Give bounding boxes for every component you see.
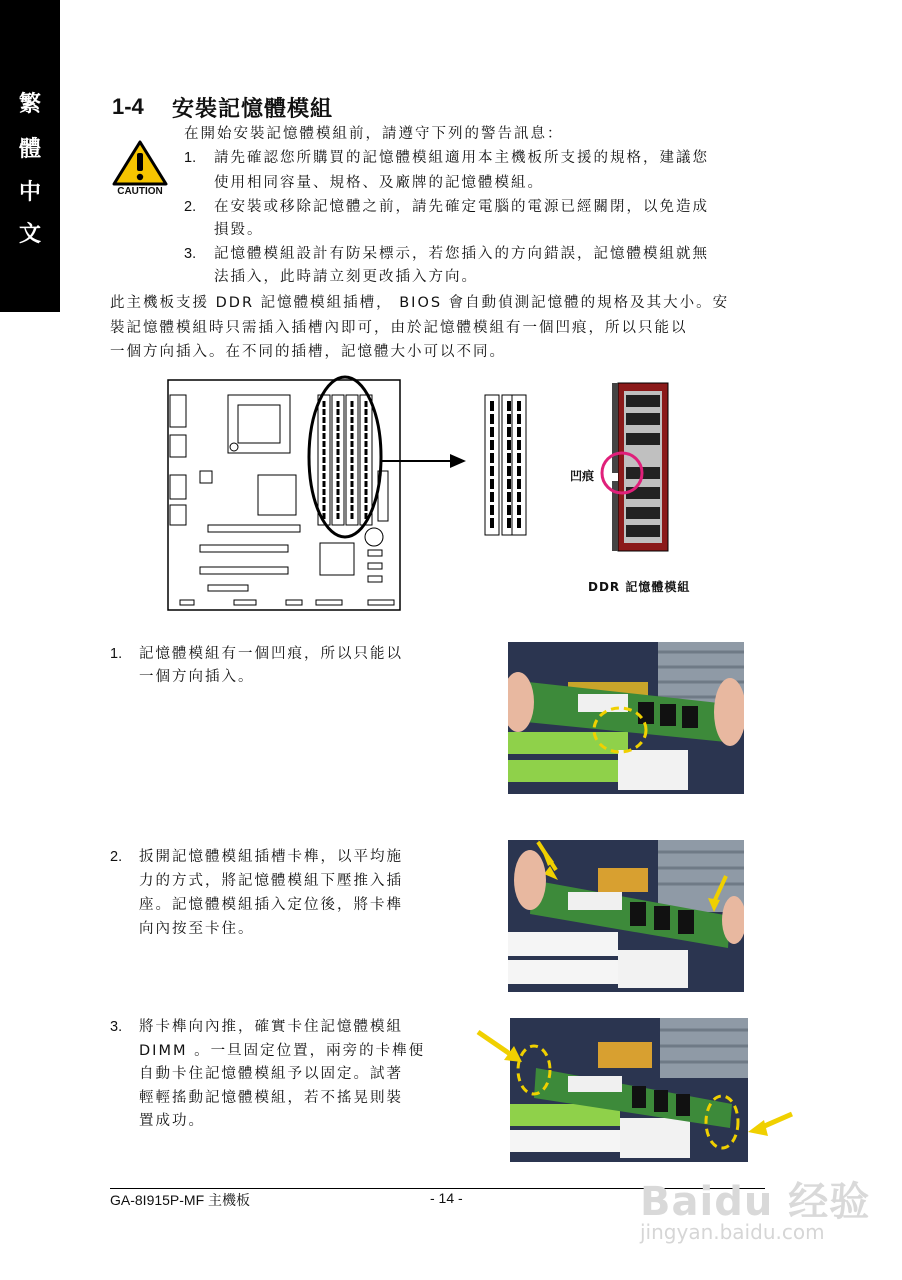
- intro-text: 在開始安裝記憶體模組前，請遵守下列的警告訊息：: [184, 126, 564, 142]
- side-tab-char: 中: [18, 179, 41, 205]
- footer-model: GA-8I915P-MF 主機板: [110, 1192, 251, 1208]
- arrow-icon: [474, 1028, 526, 1068]
- step-line: 座。記憶體模組插入定位後，將卡榫: [139, 897, 403, 913]
- side-tab-char: 繁: [18, 91, 41, 117]
- warning-line: 法插入，此時請立刻更改插入方向。: [214, 269, 478, 285]
- memory-slot-diagram: [150, 375, 710, 615]
- step-line: 將卡榫向內推，確實卡住記憶體模組: [139, 1019, 403, 1035]
- paragraph-line: 裝記憶體模組時只需插入插槽內即可，由於記憶體模組有一個凹痕，所以只能以: [110, 320, 688, 336]
- step-line: 向內按至卡住。: [139, 921, 255, 937]
- page-number: - 14 -: [430, 1190, 463, 1206]
- warning-number: 1.: [184, 150, 197, 166]
- step-line: 置成功。: [139, 1113, 205, 1129]
- step-2-photo: [508, 840, 744, 992]
- step-line: 力的方式，將記憶體模組下壓推入插: [139, 873, 403, 889]
- ddr-module-label: DDR 記憶體模組: [588, 580, 691, 594]
- warning-line: 記憶體模組設計有防呆標示，若您插入的方向錯誤，記憶體模組就無: [214, 246, 709, 262]
- step-line: 輕輕搖動記憶體模組，若不搖晃則裝: [139, 1090, 403, 1106]
- warning-line: 損毀。: [214, 222, 264, 238]
- caution-icon: [112, 140, 168, 200]
- arrow-icon: [744, 1110, 796, 1140]
- step-number: 3.: [110, 1019, 123, 1035]
- warning-line: 請先確認您所購買的記憶體模組適用本主機板所支援的規格，建議您: [214, 150, 709, 166]
- side-tab-char: 文: [18, 221, 41, 247]
- step-line: 記憶體模組有一個凹痕，所以只能以: [139, 646, 403, 662]
- paragraph-line: 此主機板支援 DDR 記憶體模組插槽， BIOS 會自動偵測記憶體的規格及其大小。安: [110, 295, 730, 311]
- warning-line: 使用相同容量、規格、及廠牌的記憶體模組。: [214, 175, 544, 191]
- step-line: DIMM 。一旦固定位置，兩旁的卡榫便: [139, 1043, 426, 1059]
- step-line: 自動卡住記憶體模組予以固定。試著: [139, 1066, 403, 1082]
- step-line: 扳開記憶體模組插槽卡榫，以平均施: [139, 849, 403, 865]
- warning-number: 2.: [184, 199, 197, 215]
- section-number: 1-4: [112, 94, 144, 119]
- step-1-photo: [508, 642, 744, 794]
- step-3-photo: [510, 1018, 748, 1162]
- step-line: 一個方向插入。: [139, 669, 255, 685]
- warning-line: 在安裝或移除記憶體之前，請先確定電腦的電源已經關閉，以免造成: [214, 199, 709, 215]
- step-number: 2.: [110, 849, 123, 865]
- step-number: 1.: [110, 646, 123, 662]
- watermark-brand: Baidu 经验: [640, 1179, 871, 1225]
- section-title: 安裝記憶體模組: [172, 97, 334, 122]
- language-side-tab: [0, 0, 60, 312]
- watermark-url: jingyan.baidu.com: [640, 1220, 825, 1244]
- side-tab-char: 體: [18, 136, 41, 162]
- notch-label: 凹痕: [570, 469, 595, 483]
- warning-number: 3.: [184, 246, 197, 262]
- caution-label: CAUTION: [117, 186, 163, 197]
- paragraph-line: 一個方向插入。在不同的插槽，記憶體大小可以不同。: [110, 344, 506, 360]
